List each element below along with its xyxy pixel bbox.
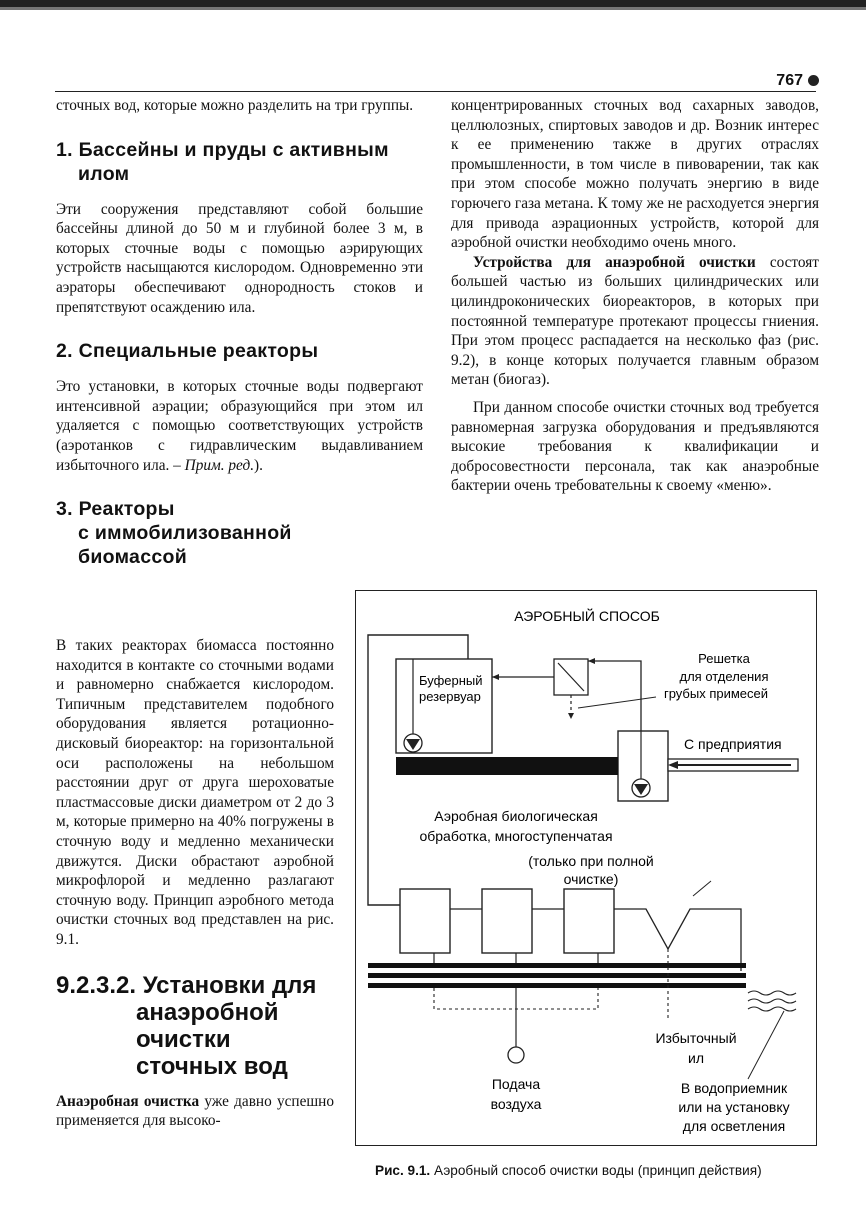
- section4-text-rest: уже давно успешно применяется для высоко-: [56, 1092, 335, 1130]
- section1-text: Эти сооружения представляют собой большие бассейны длиной до 50 м и глубиной более 3 м, в которых сточные воды с помощью аэрирующих устройств насыщаются кислородом. Одновременно эти аэраторы обеспечивают однородность стоков и препятствуют осаждению ила.: [56, 200, 423, 316]
- buffer-label-1: Буферный: [419, 673, 483, 688]
- top-border-bar: [0, 0, 866, 7]
- header-rule: [55, 91, 816, 92]
- excess-label-2: ил: [688, 1050, 704, 1066]
- bio-label-2: обработка, многоступенчатая: [419, 828, 613, 844]
- water-wave-2: [748, 999, 796, 1003]
- section1-heading: [56, 138, 423, 186]
- intro-text: сточных вод, которые можно разделить на три группы.: [56, 97, 414, 114]
- section4-title-2: анаэробной: [136, 998, 279, 1026]
- air-label-1: Подача: [491, 1076, 541, 1092]
- section2-text: [56, 377, 423, 475]
- channel-bar: [396, 757, 618, 775]
- top-border-shade: [0, 7, 866, 10]
- section2-heading: 2. Специальные реакторы: [56, 340, 319, 363]
- excess-label-1: Избыточный: [655, 1030, 737, 1046]
- section1-title-1: Бассейны и пруды с активным: [78, 138, 389, 161]
- section4-num: 9.2.3.2.: [56, 971, 137, 999]
- clarifier-cone: [614, 909, 741, 971]
- section2-text-main: Это установки, в которых сточные воды подвергают интенсивной аэрации; образующийся при этом ил удаляется с помощью соответствующих устройств (аэротанков с гидравлическим выдавливанием избыточного ила. –: [56, 378, 423, 474]
- arrow-to-screen: [588, 658, 595, 664]
- grate-waste-arrow: [568, 713, 574, 719]
- left-column-top: [56, 96, 423, 569]
- aerobic-diagram: [356, 591, 818, 1147]
- aeration-tank-2: [482, 889, 532, 953]
- section3-title-2: с иммобилизованной: [78, 522, 292, 545]
- screen-label-1: Решетка: [698, 651, 750, 666]
- caption-text: Аэробный способ очистки воды (принцип действия): [430, 1163, 762, 1178]
- section3-text: В таких реакторах биомасса постоянно находится в контакте со сточными водами и равномерно снабжается кислородом. Типичным представителем подобного оборудования является ротационно-дисковый биореактор: на горизонтальной оси расположены на небольшом расстоянии друг от друга шероховатые пластмассовые диски диаметром от 2 до 3 м, которые примерно на 40% погружены в сточную воду и медленно механически движутся. Диски обрастают аэробной микрофлорой и медленно разлагают сточную воду. Принцип аэробного метода очистки сточных вод представлен на рис. 9.1.: [56, 637, 334, 948]
- section4-title-3: очистки: [136, 1025, 231, 1053]
- full-label-2: очистке): [563, 871, 619, 887]
- section4-text-bold: Анаэробная очистка: [56, 1092, 200, 1110]
- outlet-label-1: В водоприемник: [680, 1080, 788, 1096]
- buffer-label-2: резервуар: [419, 689, 481, 704]
- caption-label: Рис. 9.1.: [375, 1163, 431, 1178]
- right-column: [451, 96, 819, 496]
- section4-title-4: сточных вод: [136, 1052, 288, 1080]
- figure-caption: [375, 1163, 762, 1178]
- page-number-text: 767: [776, 72, 803, 89]
- page-marker-dot: [808, 75, 819, 86]
- section3-heading: [56, 497, 423, 569]
- air-label-2: воздуха: [490, 1096, 542, 1112]
- screen-label-2: для отделения: [679, 669, 769, 684]
- section2-text-end: ).: [254, 456, 263, 474]
- full-leader-line: [693, 881, 711, 896]
- return-line-1: [368, 963, 746, 968]
- bio-label-1: Аэробная биологическая: [434, 808, 598, 824]
- page-number: [770, 72, 819, 90]
- outlet-leader-line: [748, 1011, 784, 1079]
- section4-title-1: Установки для: [142, 971, 317, 999]
- plant-to-screen-line: [588, 661, 641, 731]
- left-column-bottom: [56, 636, 334, 1131]
- figure-box: [355, 590, 817, 1146]
- aeration-tank-3: [564, 889, 614, 953]
- section3-title-1: 3. Реакторы: [56, 498, 175, 521]
- outlet-label-3: для осветления: [682, 1118, 786, 1134]
- water-wave-1: [748, 991, 796, 995]
- right-para3: При данном способе очистки сточных вод требуется равномерная загрузка оборудования и предъявляются высокие требования к квалификации и добросовестности персонала, так как анаэробные бактерии очень требовательны к своему «меню».: [451, 398, 819, 495]
- figure-title: АЭРОБНЫЙ СПОСОБ: [514, 608, 660, 624]
- section4-heading: [56, 972, 334, 1080]
- right-para2-rest: состоят большей частью из больших цилиндрических или цилиндроконических биореакторов, в которых при постоянной температуре протекают процессы гниения. При этом процесс распадается на несколько фаз (рис. 9.2), в конце которых получается главным образом метан (биогаз).: [451, 253, 819, 389]
- screen-label-3: грубых примесей: [663, 686, 769, 701]
- from-plant-label: С предприятия: [684, 736, 782, 752]
- return-line-2: [368, 973, 746, 978]
- full-label-1: (только при полной: [528, 853, 654, 869]
- section3-title-3: биомассой: [78, 546, 187, 569]
- aeration-tank-1: [400, 889, 450, 953]
- screen-leader-line: [578, 697, 656, 708]
- section1-title-2: илом: [78, 162, 130, 185]
- right-para1: концентрированных сточных вод сахарных заводов, целлюлозных, спиртовых заводов и др. Возник интерес к ее применению также в других отраслях промышленности, в том числе в пивоварении, так как при этом способе можно получать энергию в виде горючего газа метана. К тому же не расходуется энергия для привода аэрационных устройств, которой для аэробной очистки необходимо очень много.: [451, 97, 819, 252]
- section4-text: [56, 1092, 334, 1131]
- air-blower-icon: [508, 1047, 524, 1063]
- right-para2: [451, 253, 819, 390]
- right-para2-bold: Устройства для анаэробной очистки: [473, 253, 756, 271]
- outlet-label-2: или на установку: [678, 1099, 790, 1115]
- arrow-to-buffer: [492, 674, 499, 680]
- section2-note: Прим. ред.: [184, 456, 255, 474]
- return-line-3: [368, 983, 746, 988]
- water-wave-3: [748, 1007, 796, 1011]
- section1-num: 1.: [56, 138, 73, 161]
